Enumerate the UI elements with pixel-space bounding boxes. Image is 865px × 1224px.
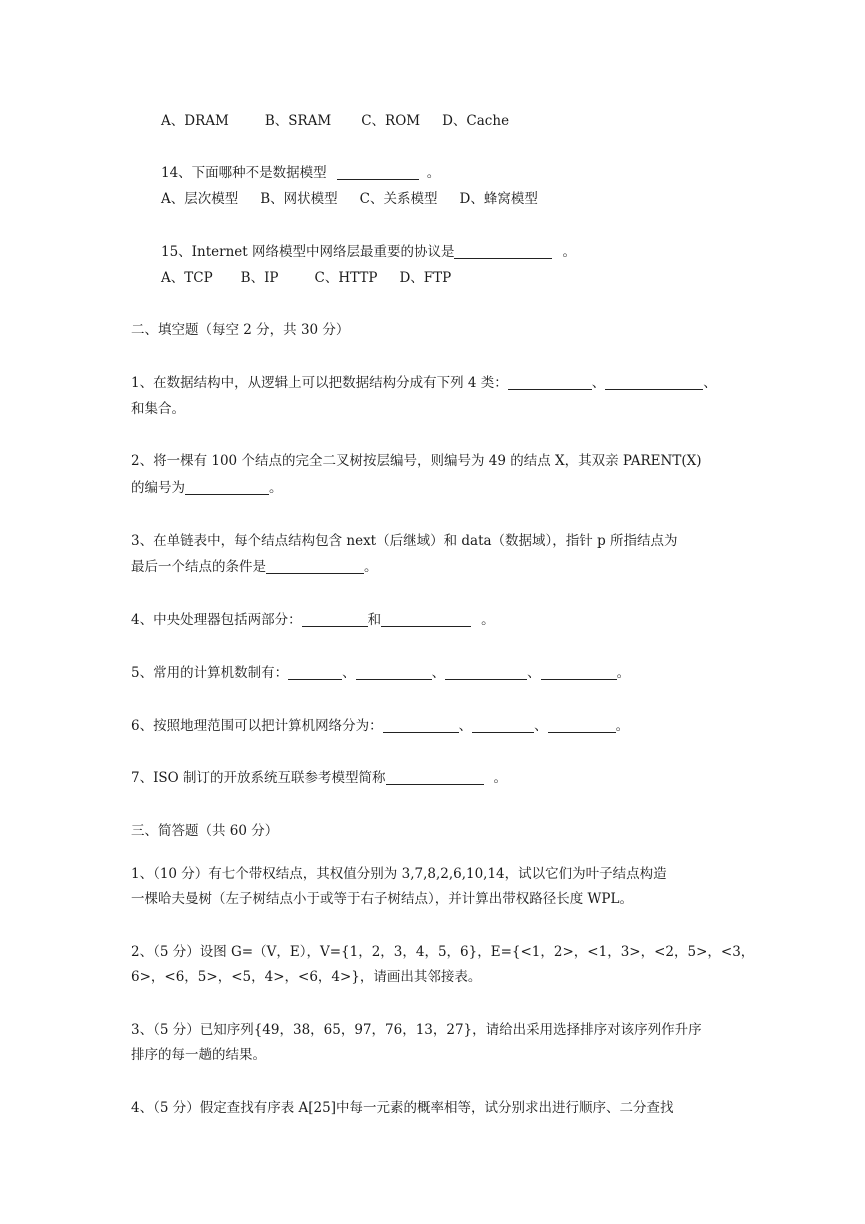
section-heading-short: 三、简答题（共 60 分） [131,823,279,839]
answer-blank [548,718,616,733]
option-d: D、蜂窝模型 [459,191,538,207]
short-q3-line1: 3、（5 分）已知序列{49，38，65，97，76，13，27}，请给出采用选择排序对该序列作升序 [131,1022,702,1038]
answer-blank [605,375,703,390]
short-q3-line2: 排序的每一趟的结果。 [131,1047,266,1063]
answer-blank [185,480,269,495]
option-d: D、FTP [399,270,452,286]
option-a: A、层次模型 [161,191,239,207]
fill-q1-line2: 和集合。 [131,401,185,417]
option-a: A、DRAM [161,113,229,129]
answer-blank [508,375,592,390]
answer-blank [381,612,471,627]
fill-q2-line2: 的编号为 。 [131,480,283,496]
short-q1-line1: 1、（10 分）有七个带权结点，其权值分别为 3,7,8,2,6,10,14，试以它们为叶子结点构造 [131,866,667,882]
answer-blank [383,718,459,733]
fill-q4: 4、中央处理器包括两部分： 和 。 [131,612,495,628]
answer-blank [454,244,552,259]
option-c: C、关系模型 [359,191,438,207]
option-b: B、IP [240,270,279,286]
answer-blank [445,665,527,680]
option-c: C、ROM [361,113,421,129]
section-heading-fill: 二、填空题（每空 2 分，共 30 分） [131,322,350,338]
short-q2-line1: 2、（5 分）设图 G=（V，E），V={1，2，3，4，5，6}，E={<1，2>，<1，3>，<2，5>，<3， [131,944,755,960]
q14-stem: 14、下面哪种不是数据模型 。 [161,165,441,181]
fill-q7: 7、ISO 制订的开放系统互联参考模型简称 。 [131,770,508,786]
answer-blank [302,612,368,627]
option-c: C、HTTP [314,270,378,286]
q13-options [161,112,509,130]
fill-q2-line1: 2、将一棵有 100 个结点的完全二叉树按层编号，则编号为 49 的结点 X，其双亲 PARENT(X) [131,453,702,469]
short-q1-line2: 一棵哈夫曼树（左子树结点小于或等于右子树结点），并计算出带权路径长度 WPL。 [131,891,633,907]
answer-blank [356,665,432,680]
option-a: A、TCP [161,270,213,286]
answer-blank [541,665,617,680]
fill-q5: 5、常用的计算机数制有： 、 、 、 。 [131,665,631,681]
answer-blank [472,718,534,733]
fill-q3-line1: 3、在单链表中，每个结点结构包含 next（后继域）和 data（数据域），指针 p 所指结点为 [131,533,678,549]
fill-q6: 6、按照地理范围可以把计算机网络分为： 、 、 。 [131,718,630,734]
option-d: D、Cache [442,113,510,129]
answer-blank [266,559,364,574]
option-b: B、网状模型 [260,191,338,207]
answer-blank [386,770,484,785]
q14-options [161,190,538,208]
option-b: B、SRAM [264,113,332,129]
answer-blank [337,165,419,180]
fill-q1-line1: 1、在数据结构中，从逻辑上可以把数据结构分成有下列 4 类： 、 、 [131,375,717,391]
fill-q3-line2: 最后一个结点的条件是 。 [131,559,378,575]
short-q2-line2: 6>，<6，5>，<5，4>，<6，4>}，请画出其邻接表。 [131,969,482,985]
q15-stem: 15、Internet 网络模型中网络层最重要的协议是 。 [161,244,576,260]
q15-options [161,269,451,287]
answer-blank [288,665,342,680]
short-q4-line1: 4、（5 分）假定查找有序表 A[25]中每一元素的概率相等，试分别求出进行顺序、二分查找 [131,1100,674,1116]
